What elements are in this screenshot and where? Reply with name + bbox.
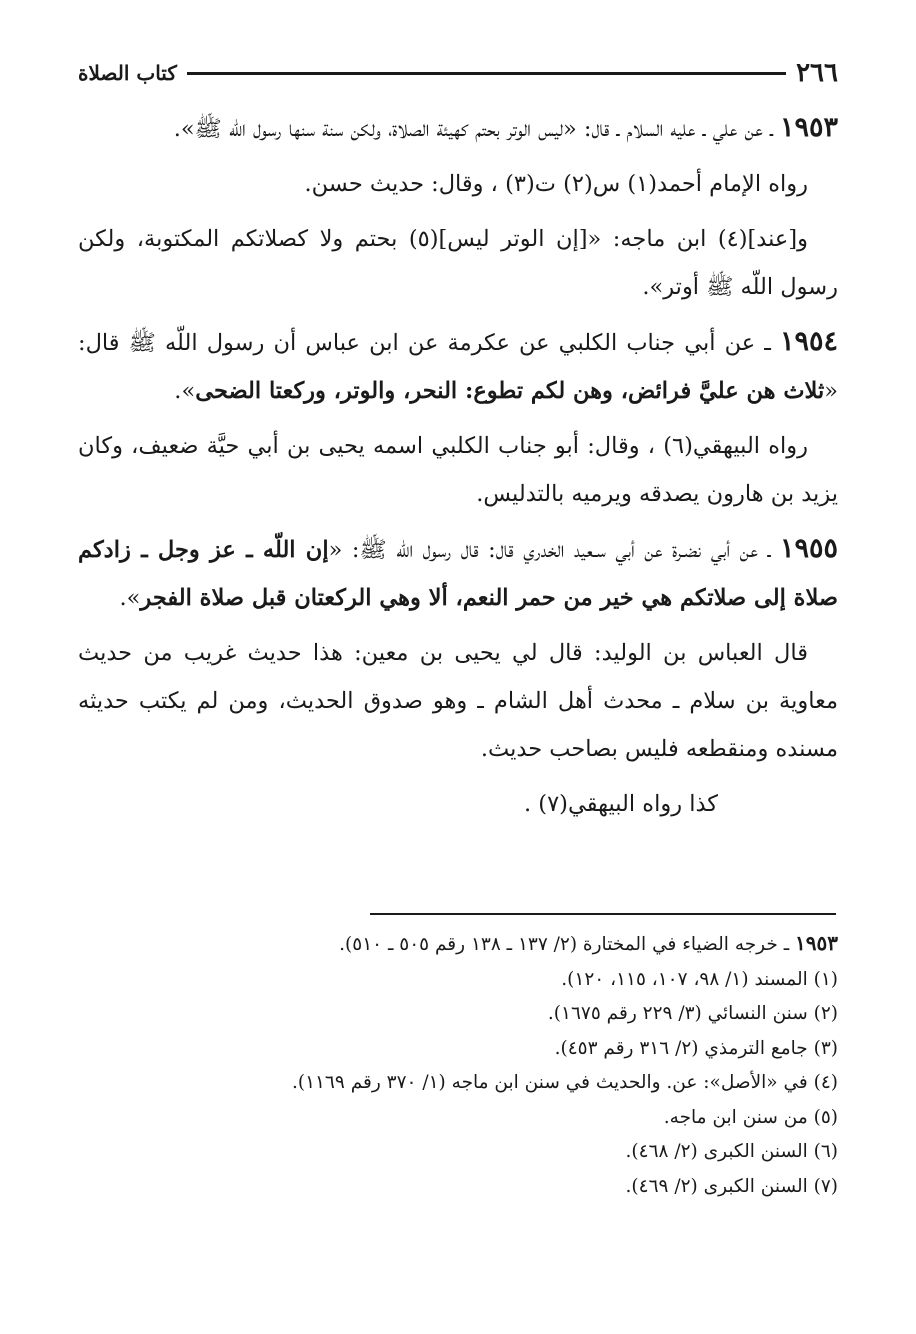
footnote: [78, 1135, 838, 1170]
header-rule: [187, 72, 786, 75]
hadith-text: ـ عن علي ـ عليه السلام ـ قال: «ليس الوتر بحتم كهيئة الصلاة، ولكن سنة سنها رسول اللّه ﷺ».: [173, 116, 773, 142]
hadith-text-end: ».: [174, 378, 196, 404]
footnote-divider: [370, 913, 836, 915]
footnote-text: السنن الكبرى (٢/ ٤٦٩).: [625, 1175, 808, 1197]
hadith-1953: [78, 104, 838, 153]
running-header: [78, 56, 838, 90]
footnote-label: (٦): [813, 1141, 838, 1162]
main-text: [78, 104, 838, 835]
book-title: كتاب الصلاة: [78, 61, 177, 85]
narration-1953-a: رواه الإمام أحمد(١) س(٢) ت(٣) ، وقال: حديث حسن.: [304, 171, 808, 197]
narration-1954: رواه البيهقي(٦) ، وقال: أبو جناب الكلبي اسمه يحيى بن أبي حيَّة ضعيف، وكان يزيد بن هارون يصدقه ويرميه بالتدليس.: [78, 433, 838, 507]
hadith-number: ١٩٥٤: [779, 326, 838, 357]
footnote-label: (٣): [813, 1037, 838, 1059]
page-number: ٢٦٦: [796, 58, 838, 88]
footnote-label: (٥): [813, 1106, 838, 1128]
hadith-1954: [78, 318, 838, 415]
footnote: [78, 997, 838, 1032]
footnote: [78, 1032, 838, 1067]
hadith-matn: إن اللّه ـ عز وجل ـ زادكم صلاة إلى صلاتكم هي خير من حمر النعم، ألا وهي الركعتان قبل صلاة الفجر: [78, 537, 838, 611]
hadith-text: ـ عن أبي جناب الكلبي عن عكرمة عن ابن عباس أن رسول اللّه ﷺ قال: «: [78, 330, 838, 404]
footnote-text: من سنن ابن ماجه.: [663, 1106, 808, 1128]
hadith-text: ـ عن أبي نضـرة عن أبي سـعيد الخدري قال: قال رسول اللّه ﷺ: «: [328, 537, 771, 563]
footnotes: [78, 926, 838, 1204]
footnote-label: (٢): [813, 1003, 838, 1024]
narration-1953-b: و[عند](٤) ابن ماجه: «[إن الوتر ليس](٥) بحتم ولا كصلاتكم المكتوبة، ولكن رسول اللّه ﷺ أوتر».: [78, 226, 838, 300]
hadith-text-end: ».: [119, 585, 141, 611]
footnote-text: السنن الكبرى (٢/ ٤٦٨).: [625, 1141, 808, 1162]
footnote: [78, 1101, 838, 1136]
footnote-text: المسند (١/ ٩٨، ١٠٧، ١١٥، ١٢٠).: [561, 968, 808, 990]
footnote-text: ـ خرجه الضياء في المختارة (٢/ ١٣٧ ـ ١٣٨ رقم ٥٠٥ ـ ٥١٠).: [339, 934, 790, 955]
footnote-text: جامع الترمذي (٢/ ٣١٦ رقم ٤٥٣).: [554, 1037, 808, 1059]
footnote-label: (٤): [813, 1072, 838, 1093]
footnote: [78, 1170, 838, 1205]
footnote: [78, 926, 838, 963]
footnote: [78, 1066, 838, 1101]
footnote-label: (١): [813, 968, 838, 990]
commentary-1955: قال العباس بن الوليد: قال لي يحيى بن معين: هذا حديث غريب من حديث معاوية بن سلام ـ محدث أهل الشام ـ وهو صدوق الحديث، ومن لم يكتب حديثه مسنده ومنقطعه فليس بصاحب حديث.: [78, 640, 838, 762]
hadith-number: ١٩٥٥: [779, 533, 838, 564]
footnote: [78, 963, 838, 998]
footnote-label: (٧): [813, 1175, 838, 1197]
hadith-matn: ثلاث هن عليَّ فرائض، وهن لكم تطوع: النحر، والوتر، وركعتا الضحى: [195, 378, 825, 404]
closing-1955: كذا رواه البيهقي(٧) .: [523, 791, 718, 817]
footnote-text: في «الأصل»: عن. والحديث في سنن ابن ماجه (١/ ٣٧٠ رقم ١١٦٩).: [291, 1072, 808, 1093]
footnote-label: ١٩٥٣: [795, 931, 838, 955]
hadith-1955: [78, 525, 838, 622]
hadith-number: ١٩٥٣: [779, 112, 838, 143]
footnote-text: سنن النسائي (٣/ ٢٢٩ رقم ١٦٧٥).: [547, 1003, 808, 1024]
